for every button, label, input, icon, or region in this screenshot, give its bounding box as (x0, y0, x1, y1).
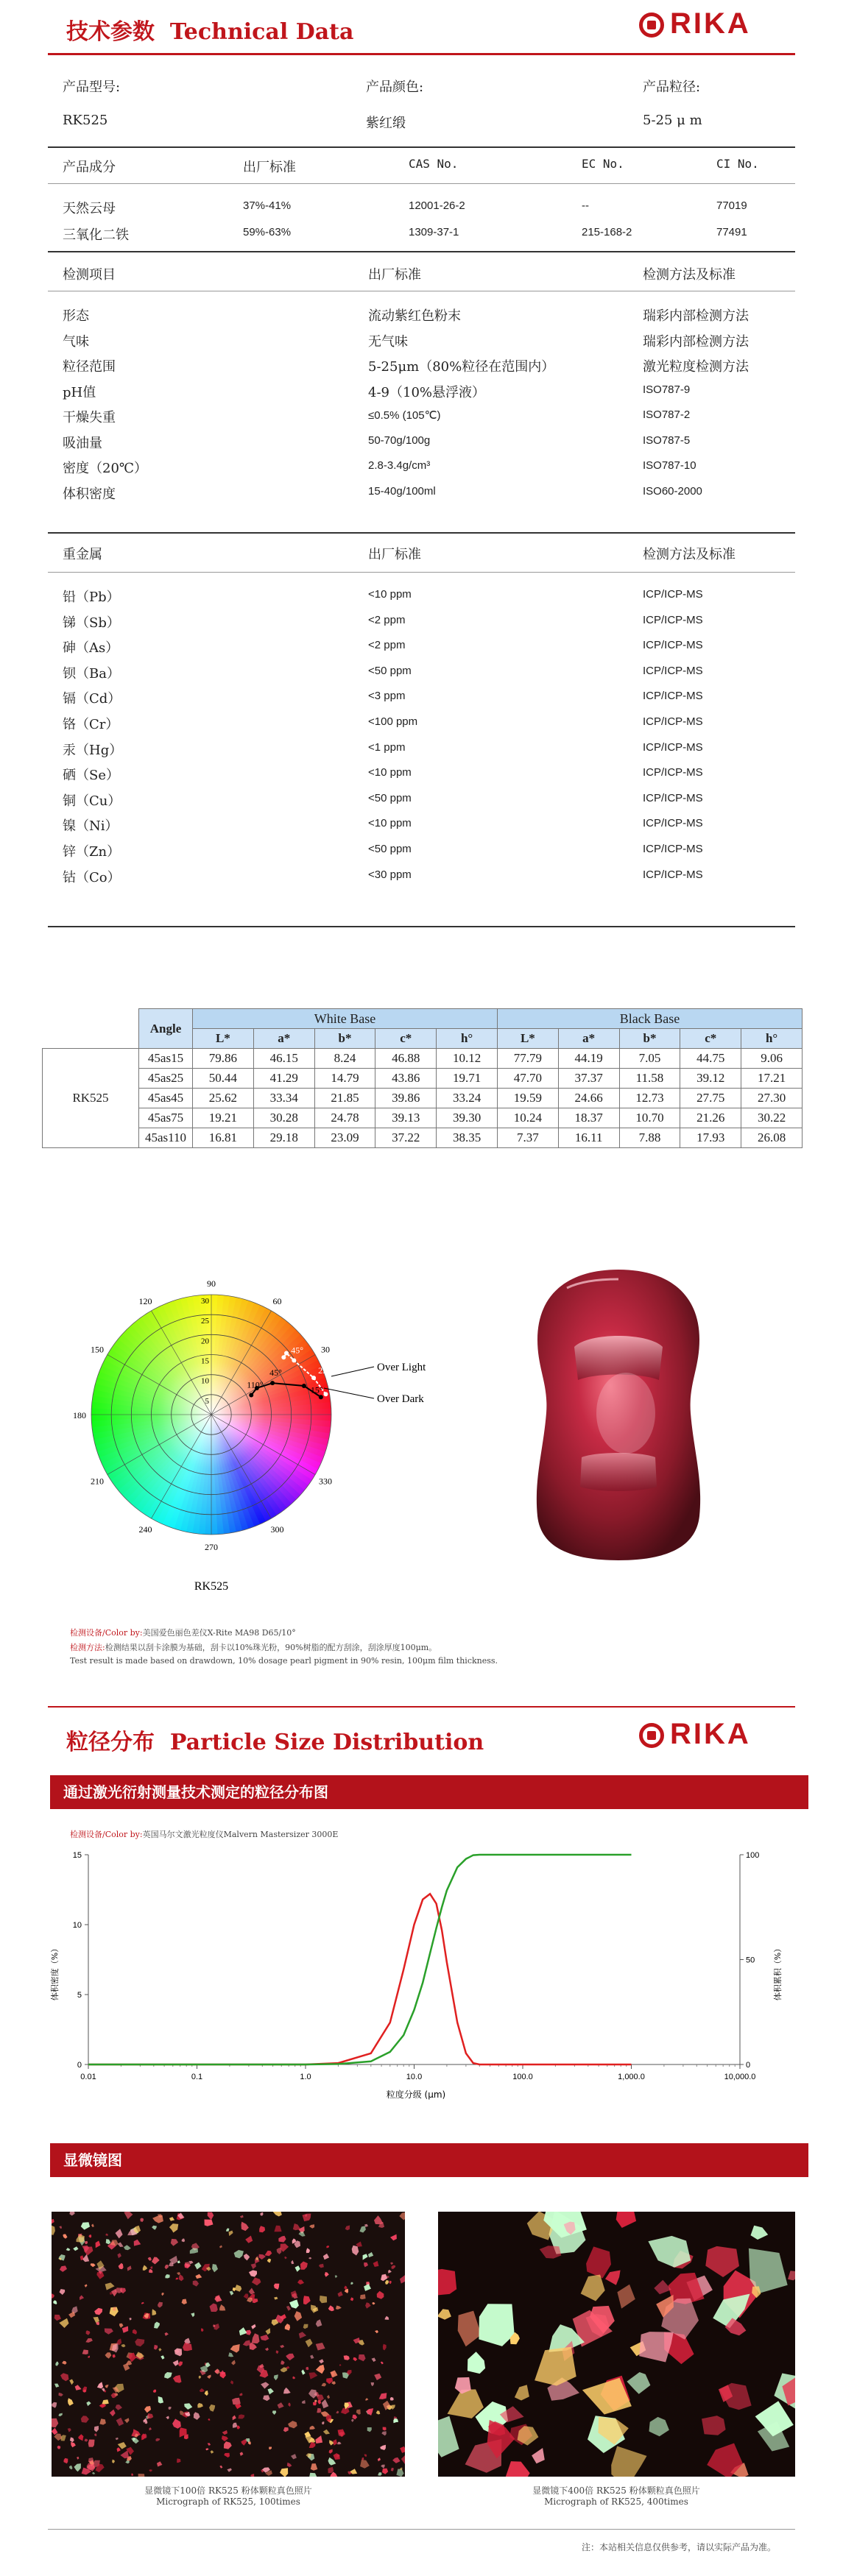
angle-tick-label: 270 (205, 1542, 218, 1552)
divider (48, 183, 795, 184)
lab-value-cell: 39.86 (375, 1089, 437, 1108)
lab-value-cell: 14.79 (314, 1069, 375, 1089)
metals-cell: 锌（Zn） (63, 844, 121, 860)
angle-tick-label: 90 (207, 1278, 216, 1289)
lab-value-cell: 41.29 (253, 1069, 314, 1089)
lab-value-cell: 30.22 (741, 1108, 803, 1128)
section-rule (48, 1706, 795, 1708)
ring-tick-label: 20 (201, 1337, 209, 1346)
angle-tick-label: 210 (90, 1476, 104, 1487)
psd-axes (73, 1851, 760, 2081)
lab-value-cell: 12.73 (619, 1089, 680, 1108)
color-label: 产品颜色: (366, 79, 424, 95)
brand-logo: RIKA (639, 7, 751, 40)
lab-value-cell: 19.59 (497, 1089, 558, 1108)
colorimetry-table (42, 1008, 803, 1148)
tests-cell: 密度（20℃） (63, 461, 148, 476)
metals-cell: 铅（Pb） (63, 590, 120, 605)
composition-cell: 37%-41% (243, 199, 292, 212)
table-row (43, 1128, 803, 1148)
composition-cell: 三氧化二铁 (63, 227, 129, 243)
ring-tick-label: 5 (205, 1396, 209, 1406)
over-light-point (292, 1358, 296, 1362)
lab-value-cell: 77.79 (497, 1049, 558, 1069)
tests-cell: 形态 (63, 308, 89, 324)
lab-value-cell: 25.62 (193, 1089, 254, 1108)
over-light-point (284, 1351, 289, 1356)
metals-cell: ICP/ICP-MS (643, 664, 703, 677)
lab-value-cell: 18.37 (558, 1108, 619, 1128)
tests-cell: pH值 (63, 384, 96, 400)
metals-header: 检测方法及标准 (643, 547, 736, 562)
metals-cell: ICP/ICP-MS (643, 613, 703, 626)
lab-value-cell: 27.75 (680, 1089, 741, 1108)
lab-value-cell: 33.24 (437, 1089, 498, 1108)
composition-cell: 12001-26-2 (409, 199, 465, 212)
lab-column-header: a* (558, 1029, 619, 1049)
lab-value-cell: 39.30 (437, 1108, 498, 1128)
lab-column-header: h° (741, 1029, 803, 1049)
lab-value-cell: 19.71 (437, 1069, 498, 1089)
metals-cell: 镍（Ni） (63, 818, 119, 835)
lab-column-header: c* (680, 1029, 741, 1049)
metals-cell: ICP/ICP-MS (643, 766, 703, 779)
angle-cell: 45as15 (139, 1049, 193, 1069)
psd-banner: 通过激光衍射测量技术测定的粒径分布图 (50, 1775, 808, 1809)
x-tick-label: 0.1 (191, 2073, 203, 2081)
tests-cell: 瑞彩内部检测方法 (643, 308, 749, 324)
tests-header: 检测项目 (63, 267, 116, 283)
metals-cell: ICP/ICP-MS (643, 868, 703, 881)
psd-chart (44, 1847, 788, 2105)
lab-value-cell: 46.88 (375, 1049, 437, 1069)
white-base-header: White Base (193, 1009, 498, 1029)
divider (48, 146, 795, 148)
lab-value-cell: 7.37 (497, 1128, 558, 1148)
rika-logo-icon (639, 1723, 664, 1748)
over-light-point (323, 1392, 328, 1396)
x-tick-label: 1.0 (300, 2073, 311, 2081)
footer-disclaimer: 注：本站相关信息仅供参考，请以实际产品为准。 (582, 2542, 777, 2552)
y-left-tick-label: 15 (72, 1851, 82, 1860)
curve-point-label: 15° (310, 1384, 323, 1395)
product-name-cell: RK525 (43, 1049, 139, 1148)
metals-cell: <30 ppm (368, 868, 412, 881)
metals-cell: ICP/ICP-MS (643, 588, 703, 601)
tests-cell: 5-25μm（80%粒径在范围内） (368, 359, 555, 375)
car-windshield (574, 1336, 663, 1380)
tests-cell: 2.8-3.4g/cm³ (368, 459, 431, 472)
tests-cell: ISO787-9 (643, 383, 691, 396)
metals-cell: <50 ppm (368, 843, 412, 855)
tests-cell: ≤0.5% (105℃) (368, 409, 441, 422)
x-tick-label: 10,000.0 (724, 2073, 756, 2081)
y-right-tick-label: 50 (746, 1956, 755, 1965)
tests-cell: ISO60-2000 (643, 484, 702, 498)
lab-value-cell: 10.70 (619, 1108, 680, 1128)
metals-cell: 镉（Cd） (63, 691, 121, 707)
ring-tick-label: 25 (201, 1317, 209, 1326)
lab-value-cell: 17.21 (741, 1069, 803, 1089)
metals-cell: 钴（Co） (63, 869, 121, 885)
lab-value-cell: 37.37 (558, 1069, 619, 1089)
metals-cell: <50 ppm (368, 664, 412, 677)
lab-value-cell: 10.12 (437, 1049, 498, 1069)
composition-header: 出厂标准 (243, 160, 296, 175)
cumulative-series-line (88, 1855, 632, 2064)
tests-cell: ISO787-10 (643, 459, 696, 472)
angle-tick-label: 240 (138, 1524, 152, 1535)
angle-tick-label: 120 (138, 1295, 152, 1306)
lab-value-cell: 8.24 (314, 1049, 375, 1069)
polar-caption: RK525 (194, 1580, 229, 1593)
over-light-label: Over Light (377, 1362, 426, 1373)
lab-value-cell: 43.86 (375, 1069, 437, 1089)
lab-value-cell: 11.58 (619, 1069, 680, 1089)
tests-header: 检测方法及标准 (643, 267, 736, 283)
model-label: 产品型号: (63, 79, 121, 95)
tests-cell: ISO787-5 (643, 434, 691, 447)
metals-cell: <50 ppm (368, 791, 412, 804)
lab-value-cell: 9.06 (741, 1049, 803, 1069)
metals-cell: ICP/ICP-MS (643, 690, 703, 703)
table-row (43, 1069, 803, 1089)
lab-column-header: b* (619, 1029, 680, 1049)
lab-column-header: L* (193, 1029, 254, 1049)
metals-header: 出厂标准 (368, 547, 421, 562)
page-title: 技术参数 Technical Data (66, 19, 354, 45)
lab-value-cell: 10.24 (497, 1108, 558, 1128)
tests-cell: 粒径范围 (63, 359, 116, 375)
metals-cell: <10 ppm (368, 588, 412, 601)
y-right-tick-label: 0 (746, 2061, 751, 2070)
lab-value-cell: 17.93 (680, 1128, 741, 1148)
empty-corner (43, 1009, 139, 1049)
lab-value-cell: 30.28 (253, 1108, 314, 1128)
y-right-axis-label: 体积累积（%） (773, 1944, 783, 2001)
metals-header: 重金属 (63, 547, 102, 562)
lab-value-cell: 21.85 (314, 1089, 375, 1108)
metals-cell: <100 ppm (368, 715, 418, 728)
angle-header: Angle (139, 1009, 193, 1049)
composition-header: 产品成分 (63, 160, 116, 175)
black-base-header: Black Base (497, 1009, 802, 1029)
micrograph-100x-caption: 显微镜下100倍 RK525 粉体颗粒真色照片 Micrograph of RK525, 100times (144, 2485, 312, 2507)
table-row (43, 1108, 803, 1128)
metals-cell: 铬（Cr） (63, 717, 119, 732)
section-title: 粒径分布 Particle Size Distribution (66, 1730, 484, 1755)
lab-value-cell: 27.30 (741, 1089, 803, 1108)
curve-point-label: 15° (331, 1384, 345, 1395)
over-dark-point (319, 1395, 323, 1399)
note-line-1: 检测设备/Color by:美国爱色丽色差仪X-Rite MA98 D65/10° (70, 1628, 296, 1638)
pigment-flake (313, 2402, 317, 2405)
car-rear-window (580, 1453, 657, 1491)
y-left-tick-label: 0 (77, 2061, 82, 2070)
angle-tick-label: 330 (319, 1476, 333, 1487)
lab-value-cell: 26.08 (741, 1128, 803, 1148)
car-sample-image (523, 1259, 714, 1568)
curve-point-label: 110° (247, 1379, 264, 1390)
lab-value-cell: 7.05 (619, 1049, 680, 1069)
tests-cell: 瑞彩内部检测方法 (643, 333, 749, 350)
density-series-line (88, 1894, 632, 2064)
lab-value-cell: 50.44 (193, 1069, 254, 1089)
over-dark-point (249, 1393, 253, 1397)
composition-cell: 天然云母 (63, 201, 116, 216)
tests-cell: 流动紫红色粉末 (368, 308, 461, 324)
micrograph-100x (52, 2212, 405, 2477)
metals-cell: ICP/ICP-MS (643, 817, 703, 830)
tests-cell: 4-9（10%悬浮液） (368, 384, 485, 400)
lab-value-cell: 21.26 (680, 1108, 741, 1128)
lab-value-cell: 44.75 (680, 1049, 741, 1069)
ring-tick-label: 15 (201, 1356, 209, 1366)
note-line-3: Test result is made based on drawdown, 10% dosage pearl pigment in 90% resin, 100μm film thickness. (70, 1656, 498, 1666)
composition-header: CAS No. (409, 157, 459, 171)
over-light-point (281, 1355, 286, 1359)
ring-tick-label: 30 (201, 1297, 209, 1306)
angle-cell: 45as75 (139, 1108, 193, 1128)
divider (48, 926, 795, 927)
metals-cell: 汞（Hg） (63, 742, 123, 758)
curve-point-label: 45° (269, 1367, 282, 1379)
angle-tick-label: 30 (321, 1344, 331, 1355)
over-light-point (311, 1376, 316, 1380)
angle-tick-label: 300 (270, 1524, 284, 1535)
size-label: 产品粒径: (643, 79, 701, 95)
lab-value-cell: 38.35 (437, 1128, 498, 1148)
over-dark-point (270, 1381, 275, 1385)
over-light-leader (331, 1367, 374, 1376)
metals-cell: 砷（As） (63, 640, 119, 657)
tests-table (48, 252, 795, 532)
lab-value-cell: 23.09 (314, 1128, 375, 1148)
metals-cell: ICP/ICP-MS (643, 843, 703, 855)
lab-column-header: c* (375, 1029, 437, 1049)
metals-cell: <1 ppm (368, 740, 406, 754)
x-tick-label: 100.0 (512, 2073, 533, 2081)
ring-tick-label: 10 (201, 1376, 209, 1386)
micrograph-400x-caption: 显微镜下400倍 RK525 粉体颗粒真色照片 Micrograph of RK525, 400times (532, 2485, 700, 2507)
metals-cell: ICP/ICP-MS (643, 740, 703, 754)
tests-cell: 气味 (63, 333, 89, 350)
lab-value-cell: 29.18 (253, 1128, 314, 1148)
y-right-tick-label: 100 (746, 1851, 760, 1860)
tests-cell: 15-40g/100ml (368, 484, 436, 498)
polar-color-chart (29, 1244, 486, 1604)
composition-header: EC No. (582, 157, 624, 171)
tests-cell: 无气味 (368, 333, 408, 350)
metals-cell: <2 ppm (368, 639, 406, 652)
composition-cell: 59%-63% (243, 226, 292, 238)
metals-table (48, 534, 795, 924)
composition-cell: 77491 (716, 226, 747, 238)
over-dark-point (302, 1384, 306, 1388)
tests-cell: 体积密度 (63, 486, 116, 502)
car-highlight (596, 1373, 655, 1454)
x-axis-label: 粒度分级 (μm) (386, 2090, 446, 2100)
lab-column-header: a* (253, 1029, 314, 1049)
composition-cell: 77019 (716, 199, 747, 212)
microscope-banner: 显微镜图 (50, 2143, 808, 2177)
lab-column-header: b* (314, 1029, 375, 1049)
tests-cell: 干燥失重 (63, 410, 116, 425)
micrograph-400x (438, 2212, 795, 2477)
micrograph-background (52, 2212, 405, 2477)
lab-value-cell: 46.15 (253, 1049, 314, 1069)
tests-cell: 吸油量 (63, 435, 102, 451)
lab-value-cell: 37.22 (375, 1128, 437, 1148)
composition-table (48, 149, 795, 243)
table-row (43, 1049, 803, 1069)
lab-value-cell: 24.78 (314, 1108, 375, 1128)
divider (48, 2529, 795, 2530)
lab-value-cell: 16.81 (193, 1128, 254, 1148)
lab-value-cell: 16.11 (558, 1128, 619, 1148)
composition-cell: 215-168-2 (582, 226, 632, 238)
curve-point-label: 45° (291, 1345, 304, 1356)
lab-value-cell: 19.21 (193, 1108, 254, 1128)
lab-column-header: h° (437, 1029, 498, 1049)
y-left-axis-label: 体积密度（%） (50, 1944, 60, 2001)
angle-cell: 45as110 (139, 1128, 193, 1148)
metals-cell: <2 ppm (368, 613, 406, 626)
table-row (43, 1089, 803, 1108)
composition-header: CI No. (716, 157, 759, 171)
x-tick-label: 10.0 (406, 2073, 423, 2081)
angle-tick-label: 180 (73, 1410, 86, 1420)
metals-cell: <10 ppm (368, 766, 412, 779)
tests-header: 出厂标准 (368, 267, 421, 283)
angle-cell: 45as25 (139, 1069, 193, 1089)
lab-value-cell: 39.12 (680, 1069, 741, 1089)
divider (48, 572, 795, 573)
metals-cell: <10 ppm (368, 817, 412, 830)
lab-value-cell: 79.86 (193, 1049, 254, 1069)
angle-cell: 45as45 (139, 1089, 193, 1108)
model-value: RK525 (63, 113, 108, 128)
brand-logo: RIKA (639, 1718, 751, 1751)
composition-cell: 1309-37-1 (409, 226, 459, 238)
angle-tick-label: 60 (272, 1295, 282, 1306)
over-dark-label: Over Dark (377, 1393, 424, 1405)
lab-value-cell: 33.34 (253, 1089, 314, 1108)
lab-value-cell: 39.13 (375, 1108, 437, 1128)
metals-cell: 锑（Sb） (63, 615, 120, 631)
note-line-2: 检测方法:检测结果以刮卡涂膜为基础，刮卡以10%珠光粉，90%树脂的配方刮涂，刮涂厚度100μm。 (70, 1643, 437, 1652)
metals-cell: <3 ppm (368, 690, 406, 703)
tests-cell: 50-70g/100g (368, 434, 431, 447)
curve-point-label: 25° (318, 1365, 331, 1376)
lab-value-cell: 24.66 (558, 1089, 619, 1108)
x-tick-label: 1,000.0 (618, 2073, 645, 2081)
x-tick-label: 0.01 (80, 2073, 96, 2081)
metals-cell: ICP/ICP-MS (643, 791, 703, 804)
metals-cell: ICP/ICP-MS (643, 639, 703, 652)
y-left-tick-label: 10 (72, 1921, 82, 1930)
pigment-flake (360, 2294, 366, 2299)
tests-cell: 激光粒度检测方法 (643, 359, 749, 375)
pigment-flake (138, 2474, 145, 2477)
header-rule (48, 53, 795, 55)
metals-cell: 铜（Cu） (63, 793, 121, 809)
size-value: 5-25 μ m (643, 113, 702, 128)
angle-tick-label: 150 (90, 1344, 104, 1355)
lab-column-header: L* (497, 1029, 558, 1049)
lab-value-cell: 47.70 (497, 1069, 558, 1089)
color-value: 紫红缎 (366, 116, 406, 131)
tests-cell: ISO787-2 (643, 408, 691, 421)
metals-cell: ICP/ICP-MS (643, 715, 703, 728)
y-left-tick-label: 5 (77, 1991, 82, 2000)
rika-logo-icon (639, 13, 664, 38)
composition-cell: -- (582, 199, 589, 212)
metals-cell: 硒（Se） (63, 768, 119, 784)
lab-value-cell: 44.19 (558, 1049, 619, 1069)
psd-note: 检测设备/Color by:英国马尔文激光粒度仪Malvern Mastersizer 3000E (70, 1830, 339, 1839)
lab-value-cell: 7.88 (619, 1128, 680, 1148)
metals-cell: 钡（Ba） (63, 665, 120, 682)
